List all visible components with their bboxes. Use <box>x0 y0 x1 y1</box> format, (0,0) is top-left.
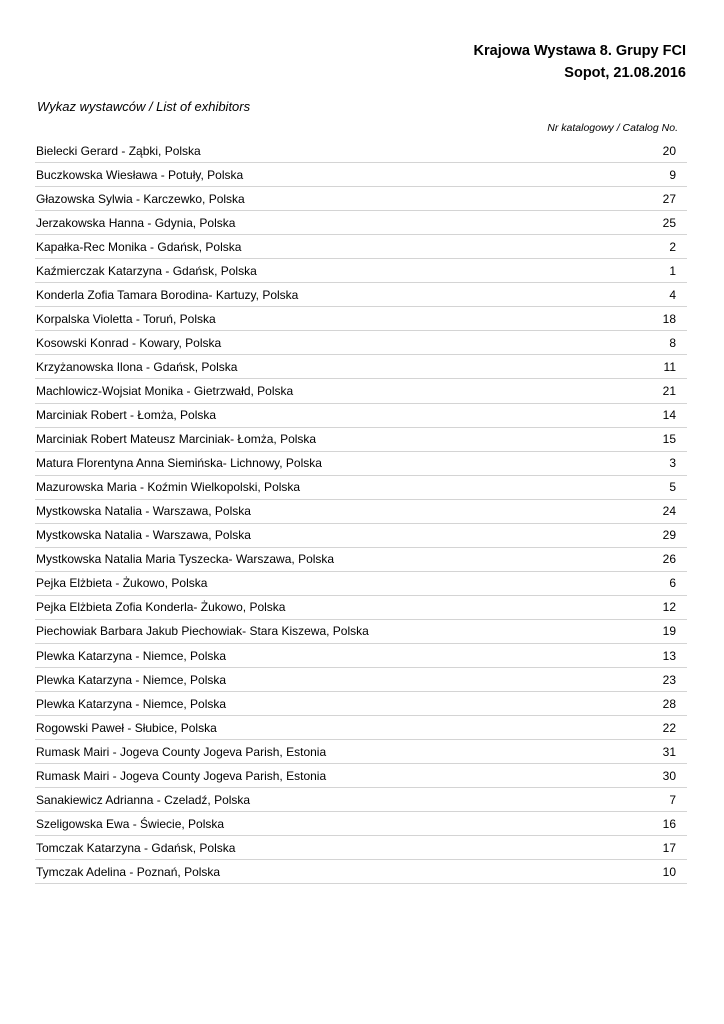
catalog-number: 9 <box>669 167 676 182</box>
catalog-number: 3 <box>669 456 676 471</box>
exhibitor-row <box>35 860 687 884</box>
catalog-number: 12 <box>662 600 676 615</box>
exhibitor-name: Szeligowska Ewa - Świecie, Polska <box>36 816 225 831</box>
exhibitor-list <box>35 139 687 884</box>
catalog-number: 18 <box>662 311 676 326</box>
event-title: Krajowa Wystawa 8. Grupy FCI <box>473 43 686 59</box>
exhibitor-row <box>35 404 687 428</box>
exhibitor-row <box>35 307 687 331</box>
catalog-number: 20 <box>662 143 676 158</box>
exhibitor-name: Krzyżanowska Ilona - Gdańsk, Polska <box>36 359 238 374</box>
catalog-number: 29 <box>662 528 676 543</box>
exhibitor-row <box>35 428 687 452</box>
catalog-number: 23 <box>662 672 676 687</box>
catalog-number: 2 <box>669 239 676 254</box>
catalog-number: 22 <box>662 720 676 735</box>
catalog-number: 15 <box>662 432 676 447</box>
exhibitor-name: Kosowski Konrad - Kowary, Polska <box>36 335 222 350</box>
exhibitor-name: Mystkowska Natalia - Warszawa, Polska <box>36 528 251 543</box>
exhibitor-name: Marciniak Robert Mateusz Marciniak- Łomża, Polska <box>36 432 317 447</box>
catalog-number: 26 <box>662 552 676 567</box>
exhibitor-row <box>35 500 687 524</box>
document-header <box>474 40 686 84</box>
exhibitor-row <box>35 596 687 620</box>
exhibitor-row <box>35 764 687 788</box>
catalog-number: 7 <box>669 792 676 807</box>
catalog-number: 30 <box>662 768 676 783</box>
catalog-number: 8 <box>669 335 676 350</box>
exhibitor-name: Machlowicz-Wojsiat Monika - Gietrzwałd, Polska <box>36 383 294 398</box>
catalog-number: 27 <box>662 191 676 206</box>
exhibitor-row <box>35 716 687 740</box>
catalog-number-column-header: Nr katalogowy / Catalog No. <box>547 122 678 134</box>
exhibitor-name: Buczkowska Wiesława - Potuły, Polska <box>36 167 244 182</box>
exhibitor-name: Matura Florentyna Anna Siemińska- Lichnowy, Polska <box>36 456 322 471</box>
exhibitor-row <box>35 644 687 668</box>
exhibitor-name: Bielecki Gerard - Ząbki, Polska <box>36 143 201 158</box>
exhibitor-row <box>35 379 687 403</box>
exhibitor-row <box>35 163 687 187</box>
exhibitor-row <box>35 788 687 812</box>
exhibitor-row <box>35 331 687 355</box>
catalog-number: 11 <box>663 359 676 374</box>
exhibitor-name: Rumask Mairi - Jogeva County Jogeva Parish, Estonia <box>36 768 327 783</box>
exhibitor-name: Pejka Elżbieta Zofia Konderla- Żukowo, Polska <box>36 600 286 615</box>
catalog-number: 1 <box>669 263 676 278</box>
exhibitor-name: Kaźmierczak Katarzyna - Gdańsk, Polska <box>36 263 257 278</box>
event-place-date: Sopot, 21.08.2016 <box>564 65 686 81</box>
exhibitor-name: Piechowiak Barbara Jakub Piechowiak- Stara Kiszewa, Polska <box>36 624 369 639</box>
catalog-number: 31 <box>662 744 676 759</box>
catalog-number: 24 <box>662 504 676 519</box>
exhibitor-row <box>35 524 687 548</box>
exhibitor-row <box>35 139 687 163</box>
exhibitor-name: Mazurowska Maria - Koźmin Wielkopolski, Polska <box>36 480 301 495</box>
exhibitor-row <box>35 235 687 259</box>
exhibitor-row <box>35 548 687 572</box>
exhibitor-name: Plewka Katarzyna - Niemce, Polska <box>36 648 227 663</box>
catalog-number: 21 <box>662 383 676 398</box>
catalog-number: 4 <box>669 287 676 302</box>
exhibitor-row <box>35 740 687 764</box>
exhibitor-row <box>35 668 687 692</box>
exhibitor-row <box>35 836 687 860</box>
exhibitor-row <box>35 259 687 283</box>
exhibitor-name: Marciniak Robert - Łomża, Polska <box>36 408 217 423</box>
list-subtitle: Wykaz wystawców / List of exhibitors <box>37 99 251 114</box>
exhibitor-row <box>35 211 687 235</box>
exhibitor-row <box>35 572 687 596</box>
catalog-number: 28 <box>662 696 676 711</box>
exhibitor-row <box>35 692 687 716</box>
exhibitor-name: Korpalska Violetta - Toruń, Polska <box>36 311 216 326</box>
exhibitor-name: Głazowska Sylwia - Karczewko, Polska <box>36 191 245 206</box>
exhibitor-name: Rogowski Paweł - Słubice, Polska <box>36 720 217 735</box>
exhibitor-name: Tymczak Adelina - Poznań, Polska <box>36 864 221 879</box>
catalog-number: 16 <box>662 816 676 831</box>
exhibitor-row <box>35 452 687 476</box>
exhibitor-name: Kapałka-Rec Monika - Gdańsk, Polska <box>36 239 242 254</box>
exhibitor-name: Sanakiewicz Adrianna - Czeladź, Polska <box>36 792 251 807</box>
catalog-number: 17 <box>662 840 676 855</box>
exhibitor-row <box>35 476 687 500</box>
exhibitor-name: Pejka Elżbieta - Żukowo, Polska <box>36 576 208 591</box>
exhibitor-name: Jerzakowska Hanna - Gdynia, Polska <box>36 215 236 230</box>
exhibitor-name: Rumask Mairi - Jogeva County Jogeva Parish, Estonia <box>36 744 327 759</box>
catalog-number: 19 <box>662 624 676 639</box>
exhibitor-row <box>35 283 687 307</box>
exhibitor-name: Mystkowska Natalia - Warszawa, Polska <box>36 504 251 519</box>
exhibitor-name: Plewka Katarzyna - Niemce, Polska <box>36 672 227 687</box>
catalog-number: 13 <box>662 648 676 663</box>
exhibitor-name: Mystkowska Natalia Maria Tyszecka- Warszawa, Polska <box>36 552 335 567</box>
catalog-number: 6 <box>669 576 676 591</box>
exhibitor-row <box>35 812 687 836</box>
catalog-number: 25 <box>662 215 676 230</box>
exhibitor-row <box>35 355 687 379</box>
exhibitor-name: Tomczak Katarzyna - Gdańsk, Polska <box>36 840 236 855</box>
exhibitor-name: Konderla Zofia Tamara Borodina- Kartuzy, Polska <box>36 287 299 302</box>
exhibitor-row <box>35 620 687 644</box>
exhibitor-row <box>35 187 687 211</box>
catalog-number: 10 <box>662 864 676 879</box>
exhibitor-name: Plewka Katarzyna - Niemce, Polska <box>36 696 227 711</box>
catalog-number: 14 <box>662 408 676 423</box>
catalog-number: 5 <box>669 480 676 495</box>
